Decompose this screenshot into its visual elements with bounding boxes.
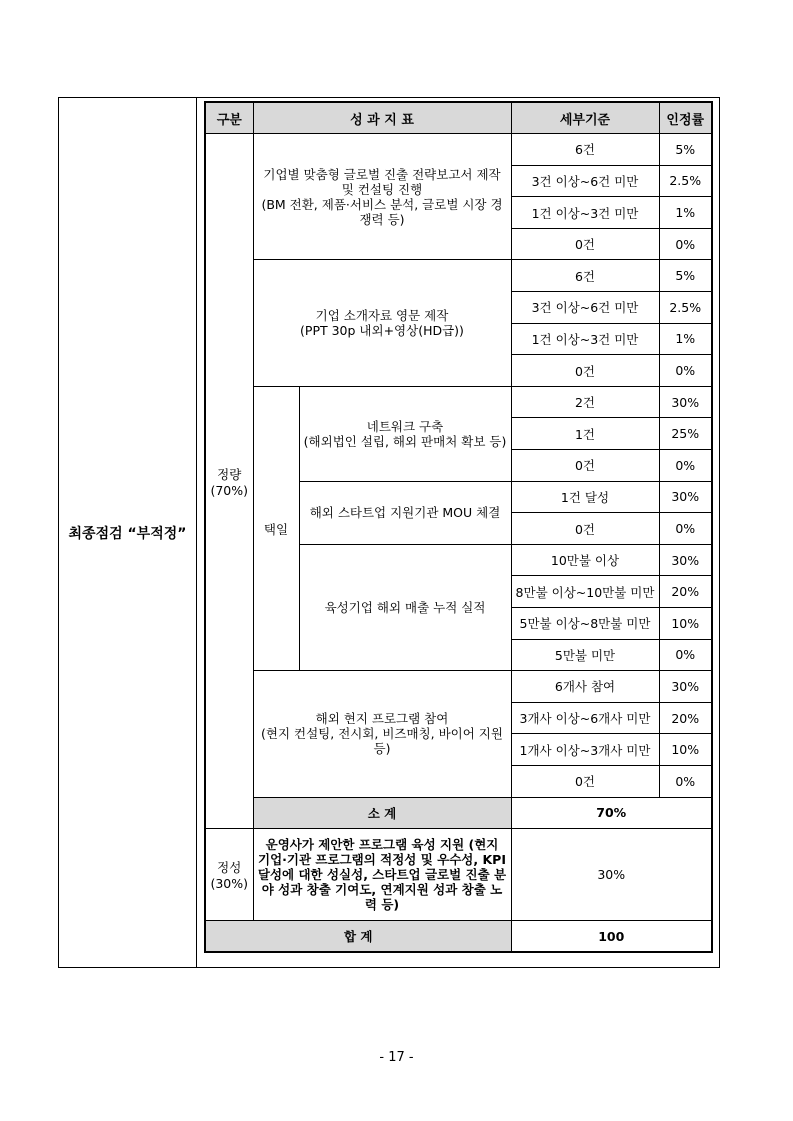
criteria-cell: 5만불 미만: [511, 639, 659, 671]
criteria-cell: 3건 이상~6건 미만: [511, 292, 659, 324]
indicator-network: 네트워크 구축 (해외법인 설립, 해외 판매처 확보 등): [299, 386, 511, 481]
qual-label: 정성: [217, 860, 242, 876]
criteria-cell: 0건: [511, 765, 659, 797]
qual-row: [205, 829, 712, 921]
rate-cell: 0%: [659, 228, 712, 260]
total-row: [205, 921, 712, 953]
table-header-row: [205, 102, 712, 134]
quant-label-cell: [205, 134, 253, 829]
criteria-cell: 2건: [511, 386, 659, 418]
qual-description: 운영사가 제안한 프로그램 육성 지원 (현지 기업·기관 프로그램의 적정성 및 우수성, KPI달성에 대한 성실성, 스타트업 글로벌 진출 분야 성과 창출 기여도, 연계지원 성과 창출 노력 등): [253, 829, 511, 921]
quant-weight: (70%): [210, 482, 249, 498]
indicator-local-program: 해외 현지 프로그램 참여 (현지 컨설팅, 전시회, 비즈매칭, 바이어 지원 등): [253, 671, 511, 797]
criteria-cell: 1건 이상~3건 미만: [511, 197, 659, 229]
header-indicator: 성 과 지 표: [253, 102, 511, 134]
table-row: [205, 386, 712, 418]
rate-cell: 5%: [659, 134, 712, 166]
subtotal-value: 70%: [511, 797, 712, 829]
rate-cell: 30%: [659, 544, 712, 576]
qual-rate: 30%: [511, 829, 712, 921]
table-row: [205, 671, 712, 703]
header-gubun: 구분: [205, 102, 253, 134]
criteria-cell: 6건: [511, 134, 659, 166]
left-label: 최종점검 “부적정”: [59, 98, 197, 967]
criteria-cell: 0건: [511, 355, 659, 387]
criteria-cell: 3건 이상~6건 미만: [511, 165, 659, 197]
total-label: 합 계: [205, 921, 511, 953]
rate-cell: 0%: [659, 765, 712, 797]
rate-cell: 20%: [659, 702, 712, 734]
rate-cell: 1%: [659, 323, 712, 355]
subtotal-row: [205, 797, 712, 829]
criteria-cell: 0건: [511, 228, 659, 260]
criteria-cell: 8만불 이상~10만불 미만: [511, 576, 659, 608]
rate-cell: 0%: [659, 450, 712, 482]
criteria-cell: 6개사 참여: [511, 671, 659, 703]
rate-cell: 30%: [659, 481, 712, 513]
page-number: - 17 -: [379, 1050, 414, 1065]
criteria-cell: 0건: [511, 450, 659, 482]
header-criteria: 세부기준: [511, 102, 659, 134]
rate-cell: 1%: [659, 197, 712, 229]
rate-cell: 20%: [659, 576, 712, 608]
criteria-cell: 1건 달성: [511, 481, 659, 513]
subtotal-label: 소 계: [253, 797, 511, 829]
rate-cell: 0%: [659, 639, 712, 671]
total-value: 100: [511, 921, 712, 953]
table-row: [205, 260, 712, 292]
criteria-cell: 1건: [511, 418, 659, 450]
qual-weight: (30%): [210, 876, 249, 892]
rate-cell: 2.5%: [659, 165, 712, 197]
criteria-cell: 6건: [511, 260, 659, 292]
rate-cell: 0%: [659, 513, 712, 545]
rate-cell: 2.5%: [659, 292, 712, 324]
rate-cell: 10%: [659, 608, 712, 640]
indicator-mou: 해외 스타트업 지원기관 MOU 체결: [299, 481, 511, 544]
criteria-cell: 1개사 이상~3개사 미만: [511, 734, 659, 766]
choice-label: 택일: [253, 386, 299, 670]
rate-cell: 10%: [659, 734, 712, 766]
criteria-cell: 10만불 이상: [511, 544, 659, 576]
evaluation-table: [204, 101, 713, 953]
rate-cell: 30%: [659, 386, 712, 418]
rate-cell: 25%: [659, 418, 712, 450]
rate-cell: 0%: [659, 355, 712, 387]
quant-label: 정량: [217, 466, 242, 482]
indicator-company-profile: 기업 소개자료 영문 제작 (PPT 30p 내외+영상(HD급)): [253, 260, 511, 386]
table-row: [205, 134, 712, 166]
indicator-overseas-sales: 육성기업 해외 매출 누적 실적: [299, 544, 511, 670]
qual-label-cell: [205, 829, 253, 921]
criteria-cell: 3개사 이상~6개사 미만: [511, 702, 659, 734]
rate-cell: 5%: [659, 260, 712, 292]
criteria-cell: 1건 이상~3건 미만: [511, 323, 659, 355]
header-rate: 인정률: [659, 102, 712, 134]
criteria-cell: 0건: [511, 513, 659, 545]
criteria-cell: 5만불 이상~8만불 미만: [511, 608, 659, 640]
rate-cell: 30%: [659, 671, 712, 703]
indicator-strategy-report: 기업별 맞춤형 글로벌 진출 전략보고서 제작 및 컨설팅 진행 (BM 전환, 제품·서비스 분석, 글로벌 시장 경쟁력 등): [253, 134, 511, 260]
